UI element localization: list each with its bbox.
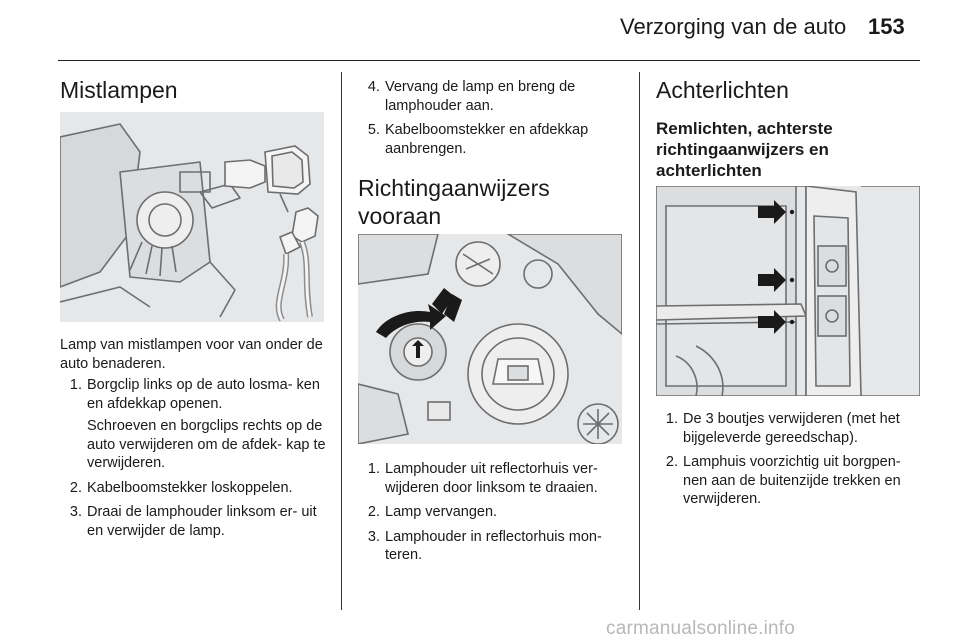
list-item (60, 503, 326, 540)
step-text: Lamphouder uit reflectorhuis ver- wijderen door linksom te draaien. (385, 461, 598, 496)
step-number: 1. (367, 461, 380, 477)
intro-paragraph: Lamp van mistlampen voor van onder de auto benaderen. (60, 337, 323, 372)
step-number: 2. (367, 504, 380, 520)
column-divider-1 (341, 72, 342, 610)
step-text: Borgclip links op de auto losma- ken en afdekkap openen. (87, 377, 320, 412)
watermark: carmanualsonline.info (606, 618, 796, 639)
step-text: Vervang de lamp en breng de lamphouder aan. (385, 79, 576, 114)
step-number: 3. (367, 528, 380, 545)
mistlampen-steps (60, 376, 326, 546)
subheading-remlichten: Remlichten, achterste richtingaanwijzers en achterlichten (656, 119, 833, 180)
step-number: 1. (665, 411, 678, 427)
achterlichten-steps (656, 410, 922, 515)
list-item (358, 460, 623, 497)
step-text: Kabelboomstekker en afdekkap aanbrengen. (385, 122, 589, 157)
heading-mistlampen: Mistlampen (60, 77, 178, 103)
richtingaanwijzers-steps (358, 460, 623, 571)
step-text: Lamphuis voorzichtig uit borgpen- nen aan de buitenzijde trekken en verwijderen. (683, 454, 901, 507)
running-header-title: Verzorging van de auto (620, 14, 847, 39)
step-text: Kabelboomstekker loskoppelen. (87, 479, 293, 496)
list-item (656, 410, 922, 447)
step-number: 1. (69, 377, 82, 393)
step-text: Lamphouder in reflectorhuis mon- teren. (385, 528, 602, 563)
front-indicator-illustration (358, 234, 622, 444)
column-divider-2 (639, 72, 640, 610)
step-number: 5. (367, 122, 380, 138)
rear-lights-illustration (656, 186, 920, 396)
step-number: 3. (69, 504, 82, 520)
page-number: 153 (868, 14, 905, 39)
list-item (656, 453, 922, 509)
step-text: De 3 boutjes verwijderen (met het bijgeleverde gereedschap). (683, 411, 900, 446)
step-text: Lamp vervangen. (385, 504, 498, 520)
heading-achterlichten: Achterlichten (656, 77, 789, 103)
step-number: 2. (69, 479, 82, 496)
step-number: 2. (665, 454, 678, 470)
step-number: 4. (367, 79, 380, 95)
list-item (358, 121, 623, 158)
step-text: Draai de lamphouder linksom er- uit en verwijder de lamp. (87, 504, 317, 539)
header-rule (58, 60, 920, 61)
heading-richtingaanwijzers-vooraan: Richtingaanwijzers vooraan (358, 175, 550, 229)
step-note-text: Schroeven en borgclips rechts op de auto verwijderen om de afdek- kap te verwijderen. (87, 418, 326, 471)
list-item (358, 503, 623, 522)
list-item (358, 78, 623, 115)
list-item (358, 528, 623, 565)
list-item (60, 479, 326, 498)
mistlampen-steps-continued (358, 78, 623, 164)
fog-lamp-illustration (60, 112, 324, 322)
list-item (60, 376, 326, 413)
step1-extra-note (60, 417, 326, 473)
